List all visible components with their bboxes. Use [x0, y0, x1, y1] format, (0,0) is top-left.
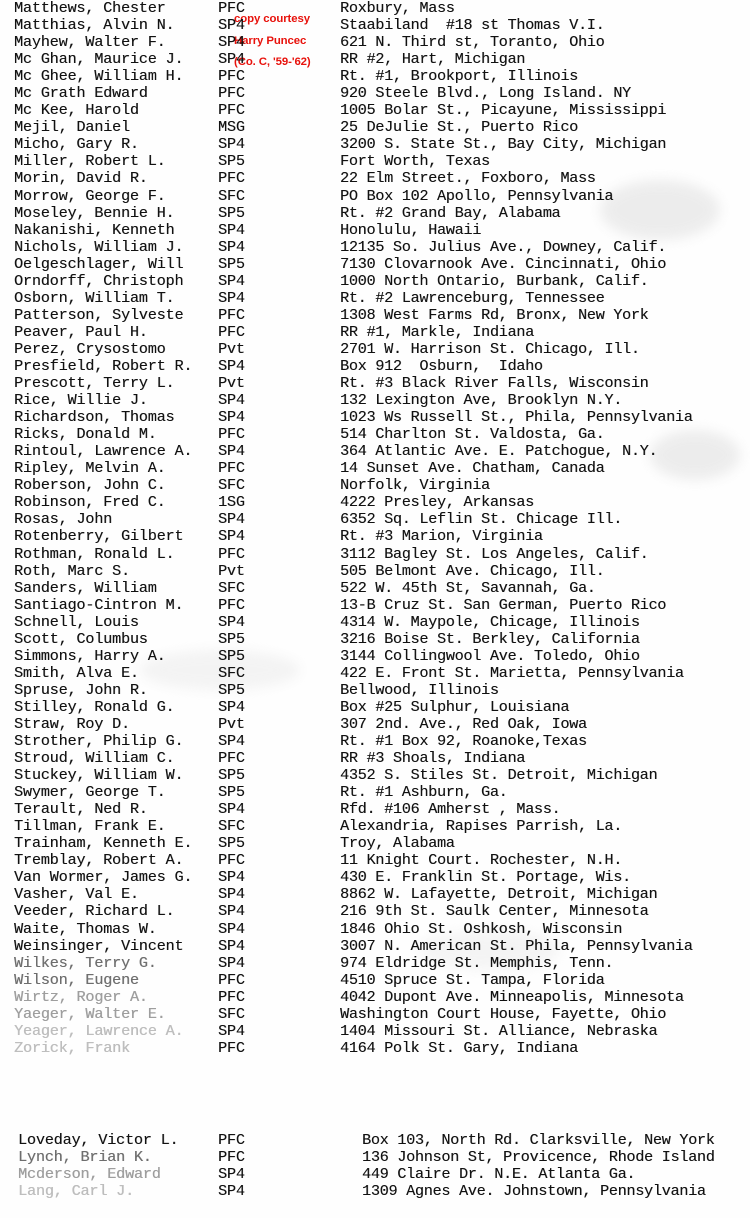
- roster-address: 216 9th St. Saulk Center, Minnesota: [340, 902, 649, 921]
- roster-name: Mc Grath Edward: [14, 84, 148, 103]
- roster-rank: SP4: [218, 919, 245, 938]
- roster-address: PO Box 102 Apollo, Pennsylvania: [340, 186, 614, 205]
- roster-rank: SP5: [218, 680, 245, 699]
- roster-address: Box 912 Osburn, Idaho: [340, 356, 543, 375]
- roster-row: [0, 614, 750, 631]
- roster-rank: SP4: [218, 16, 245, 35]
- roster-address: 1846 Ohio St. Oshkosh, Wisconsin: [340, 919, 623, 938]
- roster-name: Wilkes, Terry G.: [14, 953, 157, 972]
- roster-rank: SP4: [218, 510, 245, 529]
- roster-rank: PFC: [218, 749, 245, 768]
- roster-name: Patterson, Sylveste: [14, 305, 184, 324]
- roster-name: Tremblay, Robert A.: [14, 851, 184, 870]
- roster-rank: SP5: [218, 152, 245, 171]
- roster-row: [0, 597, 750, 614]
- roster-row: [0, 307, 750, 324]
- roster-rank: SFC: [218, 663, 245, 682]
- roster-row: [0, 443, 750, 460]
- roster-row: [0, 682, 750, 699]
- roster-name: Richardson, Thomas: [14, 408, 175, 427]
- roster-rank: PFC: [218, 595, 245, 614]
- roster-row: [0, 34, 750, 51]
- roster-name: Wilson, Eugene: [14, 970, 139, 989]
- roster-address: 3144 Collingwool Ave. Toledo, Ohio: [340, 646, 640, 665]
- roster-row: [0, 51, 750, 68]
- roster-row: [0, 938, 750, 955]
- roster-address: 12135 So. Julius Ave., Downey, Calif.: [340, 237, 667, 256]
- roster-rank: PFC: [218, 1148, 245, 1167]
- roster-name: Mcderson, Edward: [18, 1165, 161, 1184]
- roster-rank: SP5: [218, 629, 245, 648]
- roster-address: 132 Lexington Ave, Brooklyn N.Y.: [340, 391, 623, 410]
- roster-address: 974 Eldridge St. Memphis, Tenn.: [340, 953, 614, 972]
- roster-rank: SP4: [218, 237, 245, 256]
- roster-name: Perez, Crysostomo: [14, 339, 166, 358]
- roster-name: Rothman, Ronald L.: [14, 544, 175, 563]
- roster-address: Rt. #3 Black River Falls, Wisconsin: [340, 374, 649, 393]
- roster-row: [0, 886, 750, 903]
- stamp-line-1: copy courtesy: [234, 13, 310, 25]
- roster-address: 1404 Missouri St. Alliance, Nebraska: [340, 1021, 658, 1040]
- roster-row: [0, 324, 750, 341]
- roster-rank: SP4: [218, 408, 245, 427]
- roster-name: Terault, Ned R.: [14, 800, 148, 819]
- roster-name: Santiago-Cintron M.: [14, 595, 184, 614]
- roster-rank: PFC: [218, 851, 245, 870]
- roster-row: [0, 341, 750, 358]
- roster-row: [0, 767, 750, 784]
- roster-address: 307 2nd. Ave., Red Oak, Iowa: [340, 714, 587, 733]
- roster-address: 4042 Dupont Ave. Minneapolis, Minnesota: [340, 987, 684, 1006]
- roster-name: Stroud, William C.: [14, 749, 175, 768]
- roster-row: [0, 955, 750, 972]
- roster-address: Staabiland #18 st Thomas V.I.: [340, 16, 605, 35]
- roster-name: Robinson, Fred C.: [14, 493, 166, 512]
- roster-name: Loveday, Victor L.: [18, 1131, 179, 1149]
- roster-row: [0, 1006, 750, 1023]
- roster-name: Peaver, Paul H.: [14, 322, 148, 341]
- roster-name: Waite, Thomas W.: [14, 919, 157, 938]
- roster-name: Spruse, John R.: [14, 680, 148, 699]
- roster-rank: SP5: [218, 783, 245, 802]
- roster-name: Straw, Roy D.: [14, 714, 130, 733]
- roster-row: [0, 188, 750, 205]
- roster-rank: SP5: [218, 646, 245, 665]
- roster-name: Yaeger, Walter E.: [14, 1004, 166, 1023]
- roster-row: [0, 375, 750, 392]
- roster-name: Rosas, John: [14, 510, 113, 529]
- roster-address: 920 Steele Blvd., Long Island. NY: [340, 84, 631, 103]
- roster-name: Roth, Marc S.: [14, 561, 130, 580]
- roster-row: [0, 170, 750, 187]
- roster-address: 4164 Polk St. Gary, Indiana: [340, 1038, 578, 1057]
- roster-rank: Pvt: [218, 339, 245, 358]
- roster-rank: SP5: [218, 766, 245, 785]
- roster-address: 505 Belmont Ave. Chicago, Ill.: [340, 561, 605, 580]
- roster-address: 1308 West Farms Rd, Bronx, New York: [340, 305, 649, 324]
- roster-rank: PFC: [218, 322, 245, 341]
- roster-address: Box #25 Sulphur, Louisiana: [340, 697, 570, 716]
- roster-address: Norfolk, Virginia: [340, 476, 490, 495]
- roster-row: [0, 136, 750, 153]
- roster-row: [0, 818, 750, 835]
- roster-rank: SP4: [218, 356, 245, 375]
- roster-name: Stilley, Ronald G.: [14, 697, 175, 716]
- roster-rank: SFC: [218, 817, 245, 836]
- roster-rank: 1SG: [218, 493, 245, 512]
- roster-row: [0, 750, 750, 767]
- roster-name: Mayhew, Walter F.: [14, 33, 166, 52]
- roster-address: Rt. #1, Brookport, Illinois: [340, 67, 578, 86]
- roster-row: [0, 852, 750, 869]
- roster-row: [0, 801, 750, 818]
- roster-name: Mejil, Daniel: [14, 118, 130, 137]
- roster-address: RR #3 Shoals, Indiana: [340, 749, 526, 768]
- roster-row: [0, 85, 750, 102]
- roster-name: Mc Kee, Harold: [14, 101, 139, 120]
- roster-address: 1000 North Ontario, Burbank, Calif.: [340, 271, 649, 290]
- roster-row: [0, 358, 750, 375]
- roster-rank: Pvt: [218, 374, 245, 393]
- roster-row: [0, 665, 750, 682]
- roster-name: Schnell, Louis: [14, 612, 139, 631]
- roster-address: Rt. #2 Grand Bay, Alabama: [340, 203, 561, 222]
- roster-row: [0, 631, 750, 648]
- roster-name: Rotenberry, Gilbert: [14, 527, 184, 546]
- roster-rank: SP4: [218, 135, 245, 154]
- roster-name: Lang, Carl J.: [18, 1182, 134, 1201]
- roster-row: [0, 222, 750, 239]
- roster-rank: SP4: [218, 391, 245, 410]
- roster-rank: SP4: [218, 1182, 245, 1201]
- roster-address: 2701 W. Harrison St. Chicago, Ill.: [340, 339, 640, 358]
- roster-row: [0, 1040, 750, 1057]
- roster-rank: SP5: [218, 834, 245, 853]
- roster-address: Fort Worth, Texas: [340, 152, 490, 171]
- roster-name: Strother, Philip G.: [14, 732, 184, 751]
- roster-address: Roxbury, Mass: [340, 0, 455, 17]
- roster-row: [0, 784, 750, 801]
- roster-address: 13-B Cruz St. San German, Puerto Rico: [340, 595, 667, 614]
- roster-name: Oelgeschlager, Will: [14, 254, 184, 273]
- roster-rank: SP5: [218, 254, 245, 273]
- roster-name: Tillman, Frank E.: [14, 817, 166, 836]
- roster-row: [0, 205, 750, 222]
- roster-address: Rfd. #106 Amherst , Mass.: [340, 800, 561, 819]
- roster-row: [0, 511, 750, 528]
- roster-row: [0, 17, 750, 34]
- roster-name: Matthias, Alvin N.: [14, 16, 175, 35]
- roster-row: [0, 528, 750, 545]
- roster-rank: SP4: [218, 50, 245, 69]
- roster-name: Mc Ghee, William H.: [14, 67, 184, 86]
- roster-rank: SP4: [218, 697, 245, 716]
- roster-row: [0, 1023, 750, 1040]
- roster-row: [0, 1132, 750, 1149]
- roster-row: [0, 153, 750, 170]
- roster-rank: PFC: [218, 459, 245, 478]
- roster-rank: PFC: [218, 84, 245, 103]
- stamp-line-3: (Co. C, '59-'62): [234, 56, 311, 68]
- roster-rank: SP4: [218, 220, 245, 239]
- roster-rank: SP4: [218, 902, 245, 921]
- roster-rank: SP4: [218, 442, 245, 461]
- roster-row: [0, 903, 750, 920]
- roster-row: [0, 392, 750, 409]
- roster-rank: SP4: [218, 612, 245, 631]
- roster-rank: SP4: [218, 33, 245, 52]
- roster-address: 25 DeJulie St., Puerto Rico: [340, 118, 578, 137]
- roster-address: RR #1, Markle, Indiana: [340, 322, 534, 341]
- roster-name: Prescott, Terry L.: [14, 374, 175, 393]
- roster-address: Box 103, North Rd. Clarksville, New York: [362, 1131, 715, 1149]
- roster-address: 449 Claire Dr. N.E. Atlanta Ga.: [362, 1165, 636, 1184]
- roster-address: 522 W. 45th St, Savannah, Ga.: [340, 578, 596, 597]
- stamp-line-2: Harry Puncec: [234, 34, 307, 47]
- roster-rank: SP4: [218, 936, 245, 955]
- roster-rank: SP4: [218, 288, 245, 307]
- roster-row: [0, 1166, 750, 1183]
- roster-rank: SP4: [218, 800, 245, 819]
- roster-name: Smith, Alva E.: [14, 663, 139, 682]
- roster-row: [0, 648, 750, 665]
- roster-rank: PFC: [218, 987, 245, 1006]
- roster-name: Weinsinger, Vincent: [14, 936, 184, 955]
- roster-row: [0, 835, 750, 852]
- roster-address: 1309 Agnes Ave. Johnstown, Pennsylvania: [362, 1182, 706, 1201]
- roster-rank: SFC: [218, 186, 245, 205]
- roster-address: Bellwood, Illinois: [340, 680, 499, 699]
- roster-row: [0, 921, 750, 938]
- roster-name: Vasher, Val E.: [14, 885, 139, 904]
- roster-address: RR #2, Hart, Michigan: [340, 50, 526, 69]
- roster-name: Micho, Gary R.: [14, 135, 139, 154]
- roster-rank: Pvt: [218, 561, 245, 580]
- roster-row: [0, 546, 750, 563]
- roster-rank: Pvt: [218, 714, 245, 733]
- roster-row: [0, 733, 750, 750]
- roster-row: [0, 273, 750, 290]
- roster-name: Miller, Robert L.: [14, 152, 166, 171]
- roster-row: [0, 563, 750, 580]
- roster-address: 11 Knight Court. Rochester, N.H.: [340, 851, 623, 870]
- roster-address: 621 N. Third st, Toranto, Ohio: [340, 33, 605, 52]
- roster-address: Troy, Alabama: [340, 834, 455, 853]
- roster-rank: PFC: [218, 970, 245, 989]
- roster-rank: SFC: [218, 1004, 245, 1023]
- roster-rank: SP4: [218, 953, 245, 972]
- roster-rank: SP4: [218, 1021, 245, 1040]
- roster-address: 6352 Sq. Leflin St. Chicage Ill.: [340, 510, 623, 529]
- roster-name: Presfield, Robert R.: [14, 356, 193, 375]
- roster-rank: SP4: [218, 1165, 245, 1184]
- roster-address: Honolulu, Hawaii: [340, 220, 482, 239]
- roster-row: [0, 409, 750, 426]
- roster-rank: PFC: [218, 1038, 245, 1057]
- roster-row: [0, 477, 750, 494]
- roster-address: 22 Elm Street., Foxboro, Mass: [340, 169, 596, 188]
- roster-row: [0, 580, 750, 597]
- roster-address: Alexandria, Rapises Parrish, La.: [340, 817, 623, 836]
- roster-address: 14 Sunset Ave. Chatham, Canada: [340, 459, 605, 478]
- roster-name: Simmons, Harry A.: [14, 646, 166, 665]
- roster-row: [0, 239, 750, 256]
- roster-rank: SP5: [218, 203, 245, 222]
- roster-rank: SFC: [218, 476, 245, 495]
- roster-rank: SFC: [218, 578, 245, 597]
- roster-rank: PFC: [218, 1131, 245, 1149]
- roster-rank: PFC: [218, 544, 245, 563]
- roster-row: [0, 460, 750, 477]
- roster-rank: PFC: [218, 0, 245, 17]
- roster-rank: SP4: [218, 527, 245, 546]
- roster-row: [0, 256, 750, 273]
- roster-name: Moseley, Bennie H.: [14, 203, 175, 222]
- roster-address: 3007 N. American St. Phila, Pennsylvania: [340, 936, 693, 955]
- roster-address: Rt. #1 Ashburn, Ga.: [340, 783, 508, 802]
- roster-address: 364 Atlantic Ave. E. Patchogue, N.Y.: [340, 442, 658, 461]
- roster-name: Trainham, Kenneth E.: [14, 834, 193, 853]
- roster-name: Lynch, Brian K.: [18, 1148, 152, 1167]
- roster-name: Ripley, Melvin A.: [14, 459, 166, 478]
- roster-address: 514 Charlton St. Valdosta, Ga.: [340, 425, 605, 444]
- roster-row: [0, 699, 750, 716]
- roster-address: 4314 W. Maypole, Chicage, Illinois: [340, 612, 640, 631]
- roster-row: [0, 426, 750, 443]
- roster-rank: PFC: [218, 425, 245, 444]
- roster-name: Osborn, William T.: [14, 288, 175, 307]
- roster-name: Rintoul, Lawrence A.: [14, 442, 193, 461]
- roster-address: 3200 S. State St., Bay City, Michigan: [340, 135, 667, 154]
- roster-name: Orndorff, Christoph: [14, 271, 184, 290]
- roster-row: [0, 68, 750, 85]
- roster-name: Roberson, John C.: [14, 476, 166, 495]
- roster-name: Veeder, Richard L.: [14, 902, 175, 921]
- roster-row: [0, 989, 750, 1006]
- roster-address: 422 E. Front St. Marietta, Pennsylvania: [340, 663, 684, 682]
- roster-rank: PFC: [218, 169, 245, 188]
- roster-address: 7130 Clovarnook Ave. Cincinnati, Ohio: [340, 254, 667, 273]
- roster-rank: SP4: [218, 732, 245, 751]
- roster-name: Sanders, William: [14, 578, 157, 597]
- roster-name: Rice, Willie J.: [14, 391, 148, 410]
- roster-address: 1023 Ws Russell St., Phila, Pennsylvania: [340, 408, 693, 427]
- roster-address: 3112 Bagley St. Los Angeles, Calif.: [340, 544, 649, 563]
- roster-address: 4352 S. Stiles St. Detroit, Michigan: [340, 766, 658, 785]
- roster-addendum-list: [0, 1132, 750, 1200]
- roster-name: Scott, Columbus: [14, 629, 148, 648]
- roster-row: [0, 119, 750, 136]
- roster-name: Yeager, Lawrence A.: [14, 1021, 184, 1040]
- roster-address: 1005 Bolar St., Picayune, Mississippi: [340, 101, 667, 120]
- roster-name: Matthews, Chester: [14, 0, 166, 17]
- roster-name: Zorick, Frank: [14, 1038, 130, 1057]
- roster-address: Rt. #3 Marion, Virginia: [340, 527, 543, 546]
- roster-row: [0, 1183, 750, 1200]
- roster-rank: MSG: [218, 118, 245, 137]
- roster-row: [0, 716, 750, 733]
- roster-name: Morin, David R.: [14, 169, 148, 188]
- roster-row: [0, 102, 750, 119]
- roster-address: Washington Court House, Fayette, Ohio: [340, 1004, 667, 1023]
- roster-address: 4222 Presley, Arkansas: [340, 493, 534, 512]
- roster-address: 3216 Boise St. Berkley, California: [340, 629, 640, 648]
- roster-rank: PFC: [218, 67, 245, 86]
- roster-row: [0, 1149, 750, 1166]
- roster-address: Rt. #1 Box 92, Roanoke,Texas: [340, 732, 587, 751]
- roster-name: Nakanishi, Kenneth: [14, 220, 175, 239]
- roster-address: 8862 W. Lafayette, Detroit, Michigan: [340, 885, 658, 904]
- roster-row: [0, 290, 750, 307]
- roster-address: 430 E. Franklin St. Portage, Wis.: [340, 868, 631, 887]
- roster-row: [0, 869, 750, 886]
- roster-rank: SP4: [218, 885, 245, 904]
- roster-address: Rt. #2 Lawrenceburg, Tennessee: [340, 288, 605, 307]
- roster-rank: PFC: [218, 101, 245, 120]
- roster-name: Swymer, George T.: [14, 783, 166, 802]
- roster-row: [0, 494, 750, 511]
- roster-address: 4510 Spruce St. Tampa, Florida: [340, 970, 605, 989]
- roster-rank: SP4: [218, 868, 245, 887]
- roster-rank: PFC: [218, 305, 245, 324]
- roster-name: Ricks, Donald M.: [14, 425, 157, 444]
- roster-name: Morrow, George F.: [14, 186, 166, 205]
- roster-name: Mc Ghan, Maurice J.: [14, 50, 184, 69]
- roster-name: Wirtz, Roger A.: [14, 987, 148, 1006]
- roster-row: [0, 972, 750, 989]
- roster-name: Stuckey, William W.: [14, 766, 184, 785]
- roster-name: Nichols, William J.: [14, 237, 184, 256]
- roster-row: [0, 0, 750, 17]
- roster-rank: SP4: [218, 271, 245, 290]
- roster-name: Van Wormer, James G.: [14, 868, 193, 887]
- roster-address: 136 Johnson St, Provicence, Rhode Island: [362, 1148, 715, 1167]
